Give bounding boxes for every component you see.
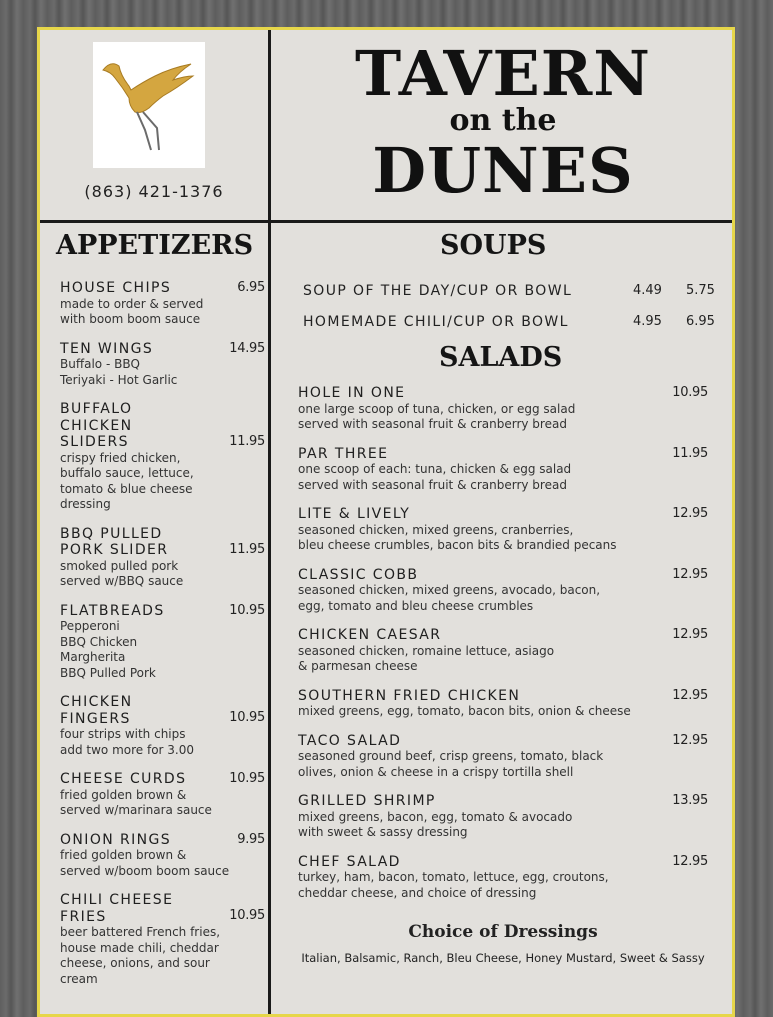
item-desc: egg, tomato and bleu cheese crumbles [298, 598, 534, 613]
item-price: 10.95 [672, 385, 708, 400]
item-desc: Teriyaki - Hot Garlic [60, 372, 178, 387]
soup-bowl-price: 6.95 [686, 314, 715, 329]
item-name: CHILI CHEESE FRIES [60, 892, 174, 925]
item-name: FLATBREADS [60, 602, 165, 619]
menu-item [298, 385, 708, 433]
menu-item [298, 446, 708, 494]
item-name: TACO SALAD [298, 732, 402, 749]
menu-item [298, 733, 708, 781]
item-desc: beer battered French fries, [60, 925, 221, 939]
item-price: 10.95 [229, 908, 265, 923]
item-name: TEN WINGS [60, 340, 154, 357]
menu-item [60, 603, 265, 682]
soup-name: SOUP OF THE DAY/CUP OR BOWL [303, 283, 573, 299]
item-price: 12.95 [672, 566, 708, 582]
item-name: PAR THREE [298, 445, 389, 462]
soup-bowl-price: 5.75 [686, 283, 715, 298]
item-price: 9.95 [237, 831, 265, 847]
menu-panel [37, 27, 735, 1017]
restaurant-name [271, 38, 735, 206]
item-desc: crispy fried chicken, [60, 450, 181, 465]
item-desc: cheese, onions, and sour [60, 956, 210, 970]
menu-item [60, 401, 265, 513]
menu-item [298, 688, 708, 720]
item-desc: Margherita [60, 650, 126, 664]
item-name: SOUTHERN FRIED CHICKEN [298, 687, 521, 704]
appetizers-list [60, 280, 265, 1000]
item-name: HOLE IN ONE [298, 385, 406, 401]
item-name: CHEESE CURDS [60, 771, 187, 787]
item-desc: fried golden brown & [60, 848, 187, 862]
menu-item [298, 627, 708, 675]
logo [93, 42, 205, 168]
heron-bird-icon [93, 42, 205, 168]
soup-cup-price: 4.49 [633, 283, 662, 298]
item-price: 11.95 [229, 434, 265, 449]
header-divider [40, 220, 732, 223]
item-desc: one large scoop of tuna, chicken, or egg salad [298, 401, 576, 416]
item-price: 10.95 [229, 771, 265, 786]
item-desc: house made chili, cheddar [60, 940, 219, 955]
item-name: CHICKEN CAESAR [298, 627, 442, 643]
item-price: 12.95 [672, 732, 708, 748]
menu-item [60, 341, 265, 389]
item-desc: buffalo sauce, lettuce, [60, 466, 194, 480]
menu-item [298, 567, 708, 615]
item-desc: olives, onion & cheese in a crispy tortilla shell [298, 764, 574, 779]
item-desc: dressing [60, 497, 111, 511]
item-name: LITE & LIVELY [298, 506, 411, 522]
phone-number: (863) 421-1376 [84, 182, 224, 201]
item-desc: seasoned chicken, mixed greens, avocado, bacon, [298, 583, 601, 597]
menu-item [60, 280, 265, 328]
item-desc: with boom boom sauce [60, 312, 201, 326]
soups-title: SOUPS [440, 230, 547, 261]
title-line-1: TAVERN [355, 37, 651, 110]
item-price: 13.95 [672, 793, 708, 808]
item-price: 14.95 [229, 340, 265, 356]
item-price: 12.95 [672, 627, 708, 642]
item-desc: with sweet & sassy dressing [298, 825, 468, 839]
item-desc: turkey, ham, bacon, tomato, lettuce, egg, croutons, [298, 870, 609, 884]
item-desc: Buffalo - BBQ [60, 357, 141, 371]
item-desc: smoked pulled pork [60, 558, 179, 573]
menu-item [60, 694, 265, 758]
item-desc: & parmesan cheese [298, 659, 418, 673]
soup-item [303, 314, 723, 330]
item-price: 11.95 [672, 445, 708, 461]
item-name: GRILLED SHRIMP [298, 793, 436, 809]
item-desc: seasoned ground beef, crisp greens, tomato, black [298, 749, 604, 763]
dressings-list: Italian, Balsamic, Ranch, Bleu Cheese, Honey Mustard, Sweet & Sassy [301, 951, 705, 965]
item-name: ONION RINGS [60, 831, 172, 848]
item-desc: one scoop of each: tuna, chicken & egg salad [298, 462, 572, 476]
salads-title: SALADS [439, 342, 563, 373]
soup-item [303, 283, 723, 299]
menu-item [60, 771, 265, 819]
item-desc: mixed greens, egg, tomato, bacon bits, onion & cheese [298, 704, 631, 718]
item-desc: add two more for 3.00 [60, 742, 195, 757]
item-desc: served with seasonal fruit & cranberry bread [298, 417, 567, 431]
menu-item [298, 854, 708, 902]
item-name: BBQ PULLED PORK SLIDER [60, 525, 169, 558]
item-desc: fried golden brown & [60, 787, 187, 802]
title-line-2: on the [449, 103, 557, 138]
item-desc: served with seasonal fruit & cranberry bread [298, 477, 567, 492]
item-desc: seasoned chicken, mixed greens, cranberries, [298, 522, 574, 537]
item-desc: tomato & blue cheese [60, 481, 193, 496]
item-desc: served w/boom boom sauce [60, 863, 230, 878]
item-price: 12.95 [672, 687, 708, 703]
item-desc: served w/marinara sauce [60, 803, 212, 817]
item-desc: BBQ Chicken [60, 634, 138, 649]
item-desc: mixed greens, bacon, egg, tomato & avocado [298, 809, 573, 824]
item-price: 10.95 [229, 710, 265, 725]
item-desc: four strips with chips [60, 727, 186, 741]
salads-list [298, 385, 708, 914]
soup-cup-price: 4.95 [633, 314, 662, 329]
item-desc: made to order & served [60, 296, 204, 311]
appetizers-title: APPETIZERS [56, 230, 254, 261]
title-line-3: DUNES [372, 134, 634, 207]
item-name: BUFFALO CHICKEN SLIDERS [60, 401, 133, 450]
item-name: HOUSE CHIPS [60, 280, 172, 296]
menu-item [60, 892, 265, 987]
menu-item [60, 526, 265, 590]
item-name: CHICKEN FINGERS [60, 694, 133, 727]
item-desc: cheddar cheese, and choice of dressing [298, 885, 537, 900]
item-desc: Pepperoni [60, 619, 120, 633]
item-price: 10.95 [229, 602, 265, 618]
item-name: CLASSIC COBB [298, 566, 419, 583]
item-desc: BBQ Pulled Pork [60, 665, 156, 680]
item-price: 12.95 [672, 853, 708, 869]
item-name: CHEF SALAD [298, 853, 401, 870]
item-price: 12.95 [672, 506, 708, 521]
dressings-title: Choice of Dressings [408, 922, 598, 942]
menu-item [60, 832, 265, 880]
menu-item [298, 793, 708, 841]
item-desc: cream [60, 971, 98, 986]
item-price: 11.95 [229, 541, 265, 557]
menu-item [298, 506, 708, 554]
item-desc: bleu cheese crumbles, bacon bits & brandied pecans [298, 538, 617, 552]
item-price: 6.95 [237, 280, 265, 295]
item-desc: seasoned chicken, romaine lettuce, asiago [298, 643, 555, 658]
soup-name: HOMEMADE CHILI/CUP OR BOWL [303, 314, 569, 330]
item-desc: served w/BBQ sauce [60, 574, 184, 588]
